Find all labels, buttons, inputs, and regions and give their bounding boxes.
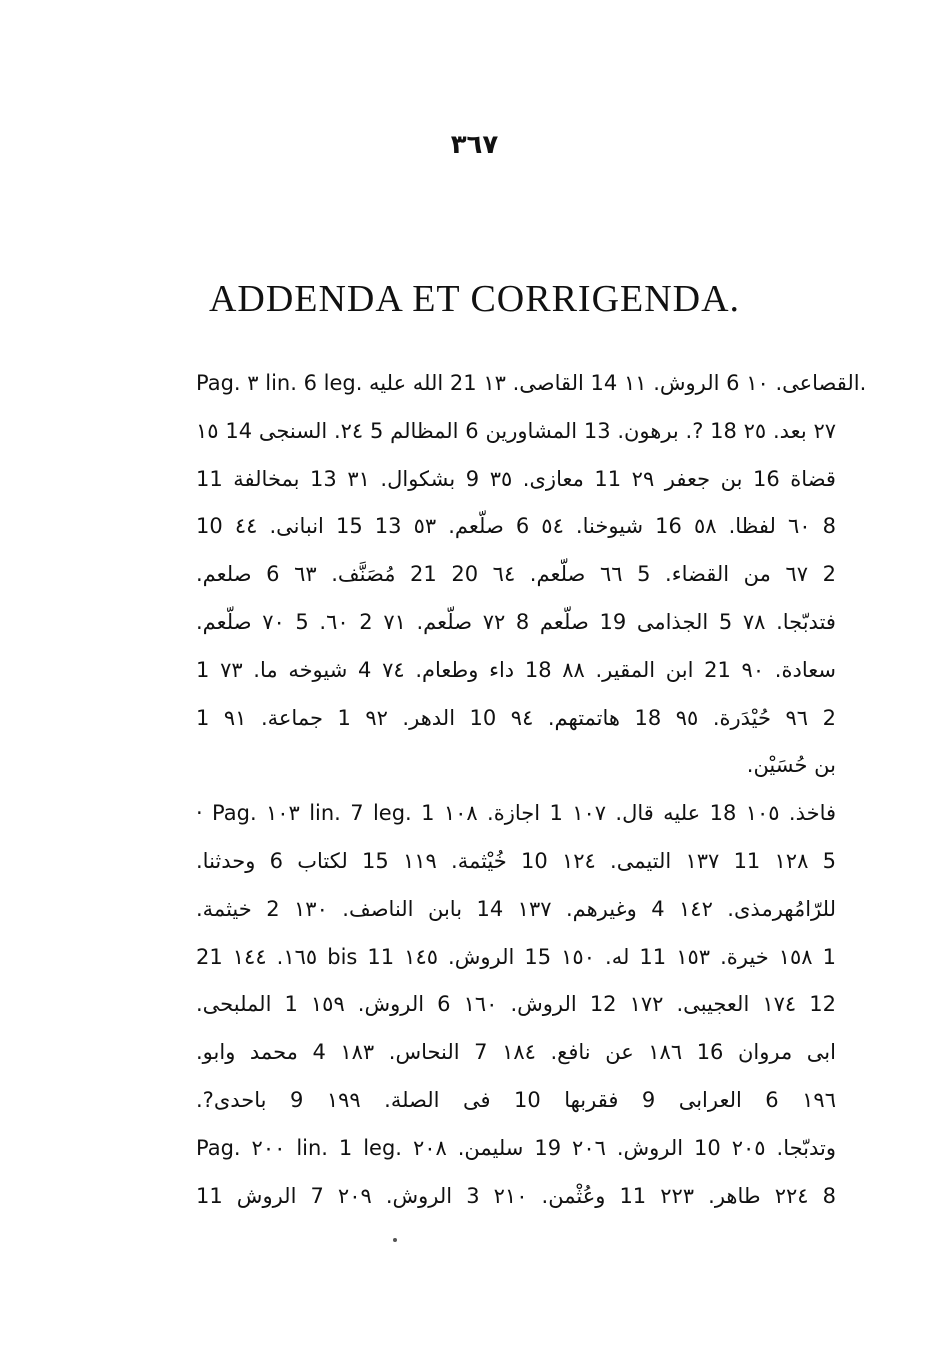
corrigenda-line: Pag. ٢٠٠ lin. 1 leg. وتدبّجا. ٢٠٥ 10 الروش. ٢٠٦ 19 سليمن. ٢٠٨ — [196, 1135, 837, 1160]
corrigenda-line: 5 ١٢٨ 11 ١٣٧ التيمى. ١٢٤ 10 خُيْثمة. ١١٩ 15 لكتاب 6 وحدثنا. — [196, 848, 836, 873]
corrigenda-line: ١٩٦ 6 العرابى 9 فقربها 10 فى الصلة. ١٩٩ 9 باحدى?. — [196, 1087, 836, 1112]
corrigenda-line: ابى مروان 16 ١٨٦ عن نافع. ١٨٤ 7 النحاس. ١٨٣ 4 محمد وابو. — [196, 1040, 836, 1065]
corrigenda-line: ٢٧ بعد. ٢٥ 18 ?. برهون. 13 المشاورين 6 المظالم 5 ٢٤. السنجى 14 ١٥ — [196, 418, 836, 443]
page-number: ٣٦٧ — [450, 130, 499, 160]
corrigenda-line: 2 ٦٧ من القضاء. 5 ٦٦ صلّعم. ٦٤ 20 21 مُصَنَّف. ٦٣ 6 صلعم. — [196, 562, 836, 587]
corrigenda-line: 2 ٩٦ حُيْدَرة. ٩٥ 18 هاتمتهم. ٩٤ 10 الدهر. ٩٢ 1 جماعة. ٩١ 1 — [196, 705, 836, 730]
corrigenda-line: · Pag. ١٠٣ lin. 7 leg. فاخذ. ١٠٥ 18 عليه قال. ١٠٧ 1 اجازة. ١٠٨ 1 — [196, 801, 837, 826]
page-title: ADDENDA ET CORRIGENDA. — [208, 278, 741, 321]
corrigenda-line: للرّامُهرمذى. ١٤٢ 4 وغيرهم. ١٣٧ 14 بابن الناصف. ١٣٠ 2 خيثمة. — [196, 896, 836, 921]
corrigenda-line: 8 ٢٢٤ طاهر. ٢٢٣ 11 وعُثْمن. ٢١٠ 3 الروش. ٢٠٩ 7 الروش 11 — [196, 1183, 836, 1208]
corrigenda-line: بن حُسَيْن. — [746, 753, 836, 778]
corrigenda-line: قضاة 16 بن جعفر ٢٩ 11 معازى. ٣٥ 9 بشكوال. ٣١ 13 بمخالفة 11 — [196, 466, 836, 491]
corrigenda-list — [196, 360, 867, 1220]
corrigenda-line: 8 ٦٠ لفظا. ٥٨ 16 شيوخنا. ٥٤ 6 صلّعم. ٥٣ 13 15 انبانى. ٤٤ 10 — [196, 514, 837, 539]
corrigenda-line: 1 ١٥٨ خيرة. ١٥٣ 11 له. ١٥٠ 15 الروش. ١٤٥ 11 bis ١٦٥. ١٤٤ 21 — [196, 944, 836, 969]
corrigenda-line: 12 ١٧٤ العجيبى. ١٧٢ 12 الروش. ١٦٠ 6 الروش. ١٥٩ 1 الملبحى. — [196, 992, 836, 1017]
corrigenda-line: سعادة. ٩٠ 21 ابن المقير. ٨٨ 18 داء وطعام. ٧٤ 4 شيوخه ما. ٧٣ 1 — [196, 657, 836, 682]
corrigenda-line: فتدبّجا. ٧٨ 5 الجذامى 19 صلّعم 8 ٧٢ صلّعم. ٧١ 2 ٦٠. 5 ٧٠ صلّعم. — [196, 609, 836, 634]
corrigenda-line: Pag. ٣ lin. 6 leg. القصاعى. ١٠ 6 الروش. ١١ 14 القاصى. ١٣ 21 الله عليه. — [196, 371, 867, 395]
print-speck — [393, 1238, 397, 1242]
